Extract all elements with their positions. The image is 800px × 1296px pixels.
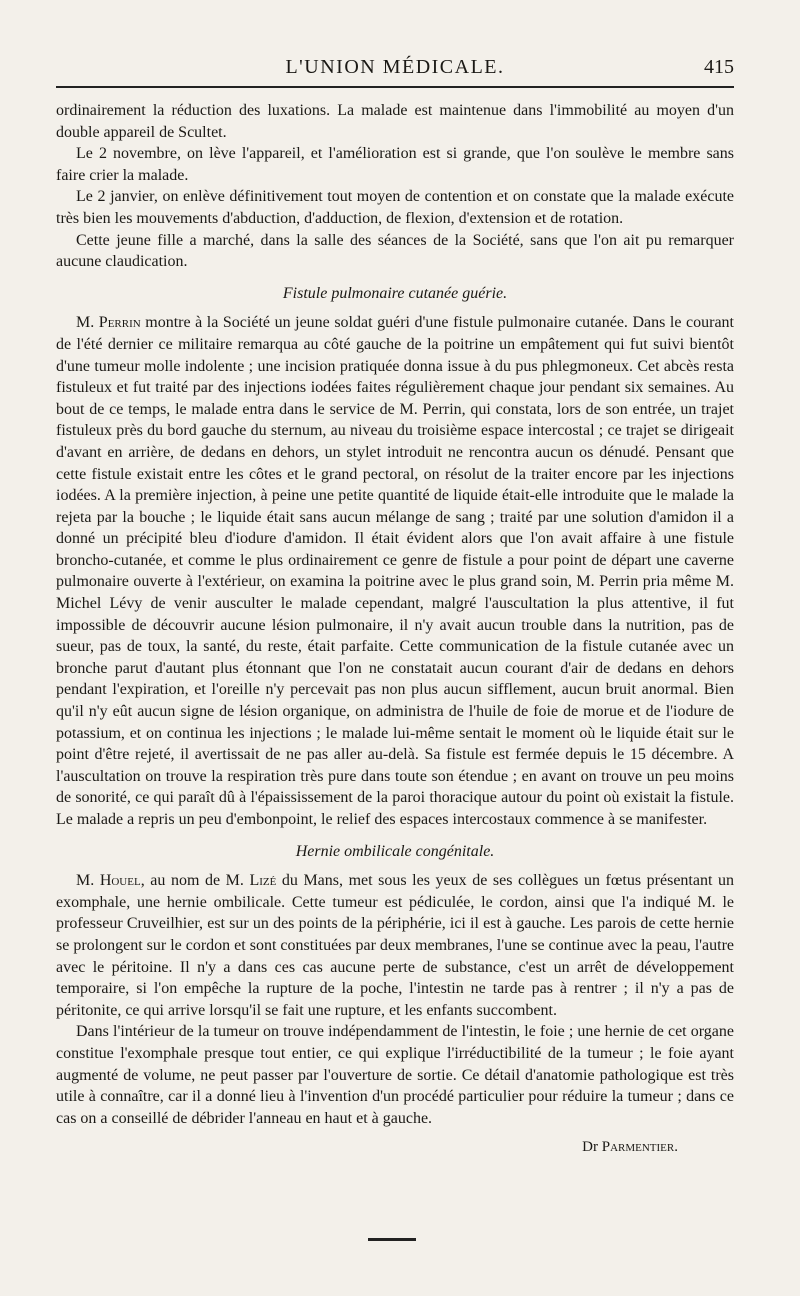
header-rule bbox=[56, 86, 734, 88]
author-name: Perrin bbox=[98, 314, 141, 332]
text-column bbox=[56, 100, 734, 1159]
paragraph: Le 2 janvier, on enlève définitivement tout moyen de contention et on constate que la malade exécute très bien les mouvements d'abduction, d'adduction, de flexion, d'extension et de rotation. bbox=[56, 188, 734, 227]
paragraph-houel bbox=[56, 870, 734, 1021]
paragraph: Dans l'intérieur de la tumeur on trouve indépendamment de l'intestin, le foie ; une hernie de cet organe constitue l'exomphale presque tout entier, ce qui explique l'irréductibilité de la tumeur ; le foie ayant augmenté de volume, ne peut passer par l'ouverture de sortie. Ce détail d'anatomie pathologique est très utile à connaître, car il a donné lieu à l'invention d'un procédé particulier pour réduire la tumeur ; dans ce cas on a conseillé de débrider l'anneau en haut et à gauche. bbox=[56, 1023, 734, 1127]
author-name: Lizé bbox=[249, 872, 277, 890]
author-name: Houel bbox=[99, 872, 141, 890]
paragraph-continued: ordinairement la réduction des luxations. La malade est maintenue dans l'immobilité au moyen d'un double appareil de Scultet. bbox=[56, 102, 734, 141]
text-run: , au nom de M. bbox=[140, 872, 250, 890]
text-run: M. bbox=[76, 872, 100, 890]
journal-title: L'UNION MÉDICALE. bbox=[285, 56, 505, 78]
paragraph: Le 2 novembre, on lève l'appareil, et l'amélioration est si grande, que l'on soulève le membre sans faire crier la malade. bbox=[56, 145, 734, 184]
section-heading-hernie: Hernie ombilicale congénitale. bbox=[295, 842, 495, 860]
page-number: 415 bbox=[704, 56, 734, 78]
text-run: du Mans, met sous les yeux de ses collègues un fœtus présentant un exomphale, une hernie ombilicale. Cette tumeur est pédiculée, le cordon, ainsi que l'a indiqué M. le professeur Cruveilhier, est sur un des points de la périphérie, ici il est à gauche. Les parois de cette hernie se prolongent sur le cordon et sont constituées par deux membranes, l'une se continue avec la peau, l'autre avec le péritoine. Il n'y a dans ces cas aucune perte de substance, c'est un arrêt de développement temporaire, si l'on empêche la rupture de la poche, l'intestin ne tarde pas à rentrer ; il n'y a pas de péritonite, ce qui arrive lorsqu'il se fait une rupture, et les enfants succombent. bbox=[56, 872, 735, 1019]
text-run: M. bbox=[76, 314, 99, 332]
text-run: montre à la Société un jeune soldat guéri d'une fistule pulmonaire cutanée. Dans le courant de l'été dernier ce militaire remarqua au côté gauche de la poitrine un empâtement qui fut suivi bientôt d'une tumeur molle indolente ; une incision pratiquée donna issue à du pus phlegmoneux. Cet abcès resta fistuleux et fut traité par des injections iodées faites régulièrement chaque jour pendant six semaines. Au bout de ce temps, le malade entra dans le service de M. Perrin, qui constata, lors de son entrée, un trajet fistuleux près du bord gauche du sternum, au niveau du troisième espace intercostal ; ce trajet se dirigeait d'avant en arrière, de dedans en dehors, un stylet introduit ne rencontra aucun os dénudé. Pensant que cette fistule existait entre les côtes et le grand pectoral, on résolut de la traiter encore par les injections iodées. A la première injection, à peine une petite quantité de liquide était-elle introduite que le malade la rejeta par la bouche ; le liquide était sans aucun mélange de sang ; traité par une solution d'amidon il a donné un précipité bleu d'iodure d'amidon. Il était évident alors que l'on avait affaire à une fistule broncho-cutanée, et comme le plus ordinairement ce genre de fistule a pour point de départ une caverne pulmonaire ouverte à l'extérieur, on examina la poitrine avec le plus grand soin, M. Perrin pria même M. Michel Lévy de venir ausculter le malade cependant, malgré l'auscultation la plus attentive, il fut impossible de découvrir aucune lésion pulmonaire, il n'y avait aucun trouble dans la nutrition, pas de sueur, pas de toux, la santé, du reste, était parfaite. Cette communication de la fistule cutanée avec un bronche parut d'autant plus étonnant que l'on ne constatait aucun courant d'air de dedans en dehors pendant l'expiration, et l'oreille n'y percevait pas non plus aucun sifflement, aucun bruit anormal. Bien qu'il n'y eût aucun signe de lésion organique, on administra de l'huile de foie de morue et de l'iodure de potassium, et on continua les injections ; le malade lui-même sentait le moment où le liquide était sur le point d'être rejeté, il avertissait de ne pas aller au-delà. Sa fistule est fermée depuis le 15 décembre. A l'auscultation on trouve la respiration très pure dans toute son étendue ; en avant on trouve un peu moins de sonorité, ce qui paraît dû à l'épaississement de la paroi thoracique autour du point où existait la fistule. Le malade a repris un peu d'embonpoint, le relief des espaces intercostaux commence à se manifester. bbox=[56, 314, 735, 828]
section-heading-fistule: Fistule pulmonaire cutanée guérie. bbox=[282, 284, 508, 302]
paragraph-perrin bbox=[56, 312, 734, 830]
signature-title: Dr bbox=[582, 1139, 598, 1156]
paragraph: Cette jeune fille a marché, dans la salle des séances de la Société, sans que l'on ait pu remarquer aucune claudication. bbox=[56, 231, 734, 271]
signature-name: Parmentier. bbox=[601, 1139, 678, 1156]
page-header bbox=[56, 50, 734, 80]
signature bbox=[56, 1137, 734, 1159]
closing-rule bbox=[368, 1238, 416, 1241]
